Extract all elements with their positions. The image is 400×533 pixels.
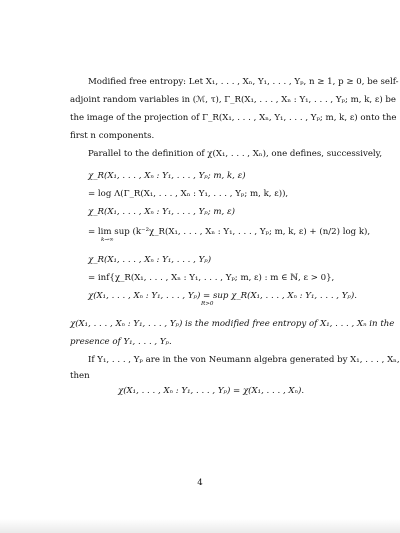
eq4-sup-subscript: R>0 (201, 301, 214, 307)
eq2-rhs: = lim sup (k⁻²χ_R(X₁, . . . , Xₙ : Y₁, . . . , Yₚ; m, k, ε) + (n/2) log k), (88, 227, 371, 237)
eq3-rhs: = inf{χ_R(X₁, . . . , Xₙ : Y₁, . . . , Yₚ; m, ε) : m ∈ ℕ, ε > 0}, (88, 273, 335, 283)
para2-line1: Parallel to the definition of χ(X₁, . . . , Xₙ), one defines, successively, (88, 149, 383, 159)
eq3-lhs: χ_R(X₁, . . . , Xₙ : Y₁, . . . , Yₚ) (88, 255, 212, 265)
eq1-rhs: = log Λ(Γ_R(X₁, . . . , Xₙ : Y₁, . . . , Yₚ; m, k, ε)), (88, 189, 289, 199)
para4-line1: If Y₁, . . . , Yₚ are in the von Neumann algebra generated by X₁, . . . , Xₙ, (88, 355, 400, 365)
page-number: 4 (197, 478, 203, 488)
para1-line2: adjoint random variables in (ℳ, τ), Γ_R(X₁, . . . , Xₙ : Y₁, . . . , Yₚ; m, k, ε) be (70, 95, 397, 105)
eq1-lhs: χ_R(X₁, . . . , Xₙ : Y₁, . . . , Yₚ; m, k, ε) (88, 171, 246, 181)
para1-line4: first n components. (70, 131, 155, 141)
para1-line3: the image of the projection of Γ_R(X₁, . . . , Xₙ, Y₁, . . . , Yₚ; m, k, ε) onto the (70, 113, 397, 123)
eq2-lhs: χ_R(X₁, . . . , Xₙ : Y₁, . . . , Yₚ; m, ε) (88, 207, 235, 217)
para3-math: χ(X₁, . . . , Xₙ : Y₁, . . . , Yₚ) (70, 319, 183, 329)
para1-line1: Modified free entropy: Let X₁, . . . , Xₙ, Y₁, . . . , Yₚ, n ≥ 1, p ≥ 0, be self- (88, 77, 399, 87)
scan-bottom-edge (0, 519, 400, 533)
para3-text: is the modified free entropy of X₁, . . . , Xₙ in the (182, 319, 395, 329)
para3-line1 (70, 319, 394, 330)
eq4: χ(X₁, . . . , Xₙ : Y₁, . . . , Yₚ) = sup χ_R(X₁, . . . , Xₙ : Y₁, . . . , Yₚ). (88, 291, 357, 301)
para3-line2: presence of Y₁, . . . , Yₚ. (70, 337, 172, 347)
para4-line2: then (70, 371, 90, 381)
eq2-limit-subscript: k→∞ (101, 237, 114, 243)
para4-equation: χ(X₁, . . . , Xₙ : Y₁, . . . , Yₚ) = χ(X₁, . . . , Xₙ). (118, 386, 305, 396)
